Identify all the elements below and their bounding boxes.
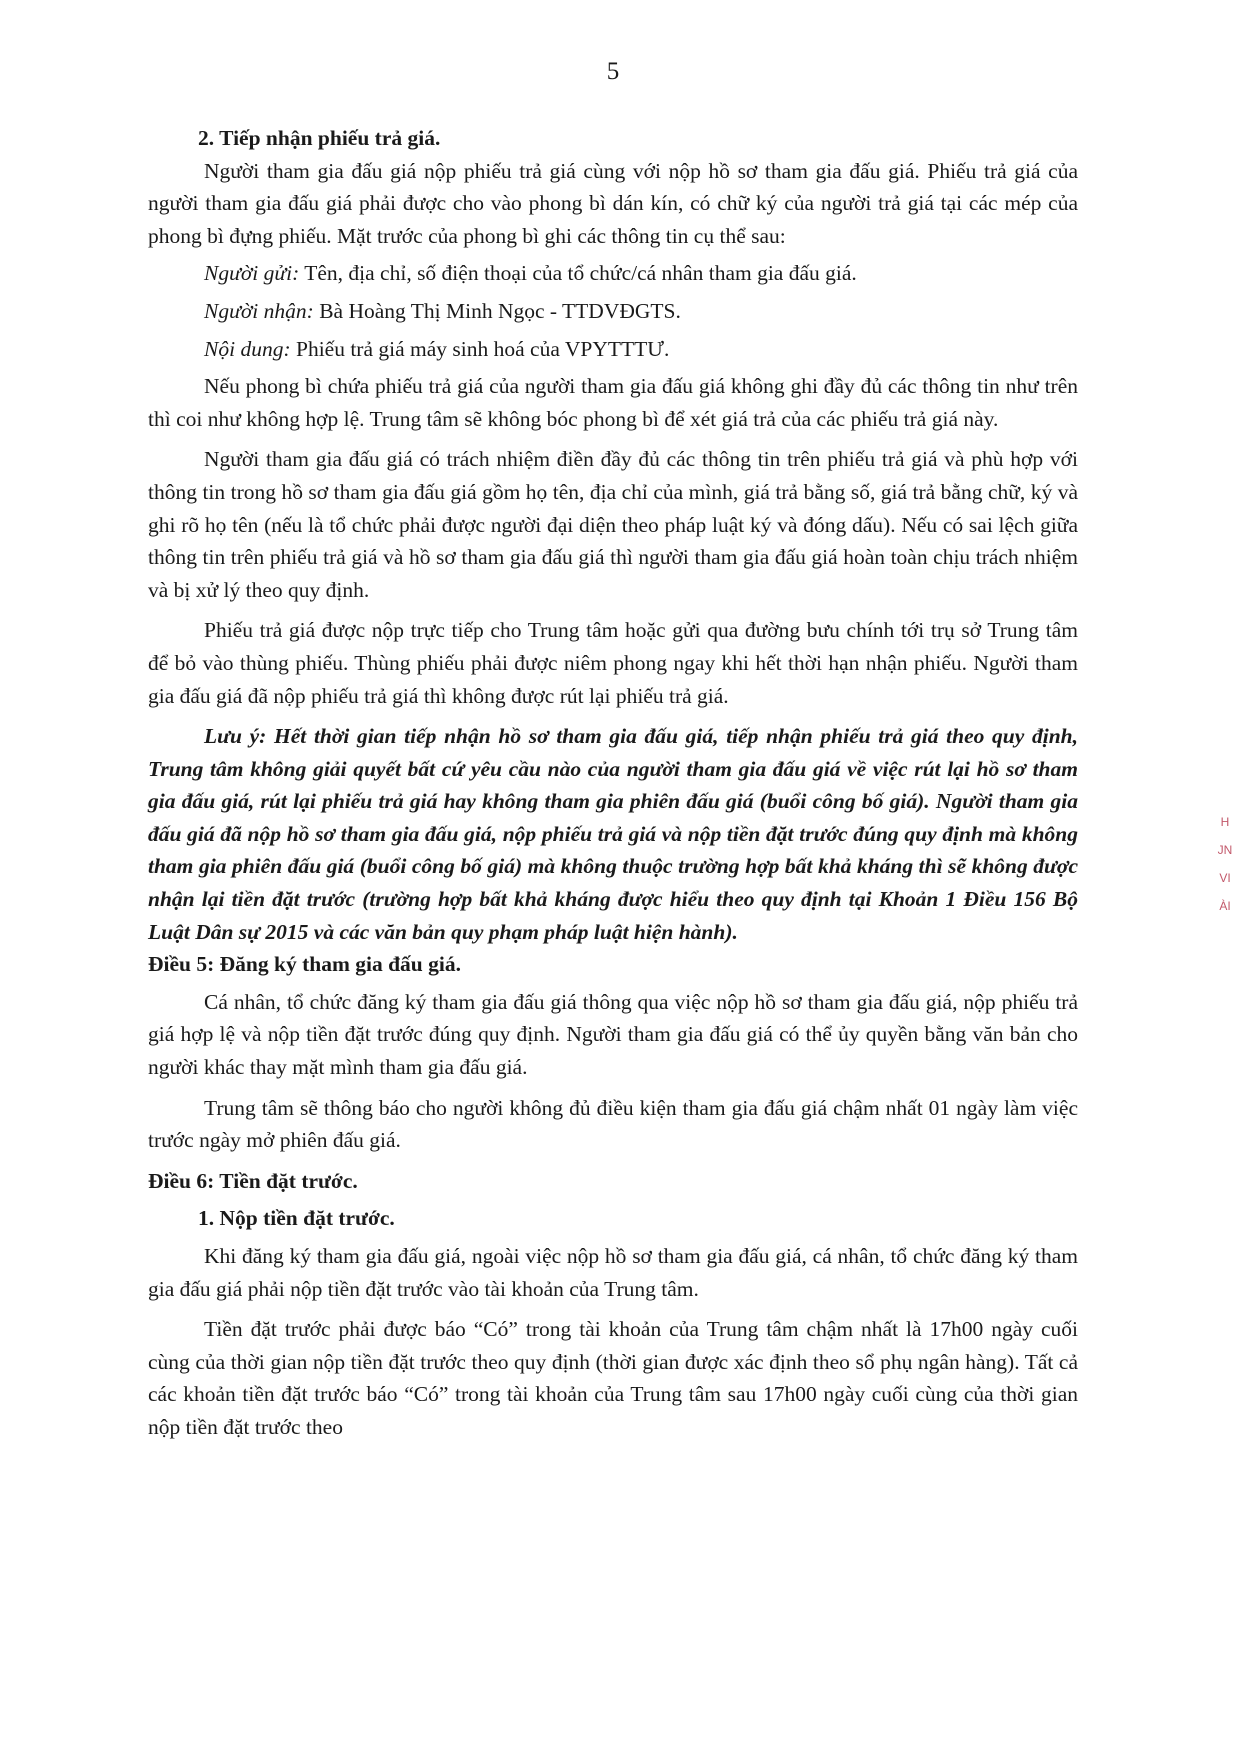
section-2-heading: 2. Tiếp nhận phiếu trả giá.: [198, 126, 441, 150]
margin-mark: JN: [1217, 843, 1233, 857]
content-text: Phiếu trả giá máy sinh hoá của VPYTTTƯ.: [290, 336, 670, 361]
margin-stamp-marks: [1213, 808, 1237, 920]
margin-mark: VI: [1219, 871, 1231, 885]
note-paragraph: [148, 720, 1078, 948]
article-5-heading: Điều 5: Đăng ký tham gia đấu giá.: [148, 952, 461, 977]
article-6-heading: Điều 6: Tiền đặt trước.: [148, 1168, 358, 1193]
margin-mark: ÀI: [1219, 899, 1231, 913]
section-2-intro: Người tham gia đấu giá nộp phiếu trả giá cùng với nộp hồ sơ tham gia đấu giá. Phiếu trả giá của người tham gia đấu giá phải được cho vào phong bì dán kín, có chữ ký của người trả giá tại các mép của phong bì đựng phiếu. Mặt trước của phong bì ghi các thông tin cụ thể sau:: [148, 158, 1078, 248]
sender-label: Người gửi:: [204, 261, 300, 286]
recipient-label: Người nhận:: [204, 298, 314, 323]
note-label: Lưu ý:: [204, 724, 267, 749]
page-number: 5: [606, 58, 620, 85]
recipient-line: [148, 295, 1078, 328]
article-6-paragraph-1: Khi đăng ký tham gia đấu giá, ngoài việc nộp hồ sơ tham gia đấu giá, cá nhân, tổ chức đăng ký tham gia đấu giá phải nộp tiền đặt trước vào tài khoản của Trung tâm.: [148, 1244, 1078, 1301]
submission-paragraph: Phiếu trả giá được nộp trực tiếp cho Trung tâm hoặc gửi qua đường bưu chính tới trụ sở Trung tâm để bỏ vào thùng phiếu. Thùng phiếu phải được niêm phong ngay khi hết thời hạn nhận phiếu. Người tham gia đấu giá đã nộp phiếu trả giá thì không được rút lại phiếu trả giá.: [148, 618, 1078, 708]
sender-text: Tên, địa chỉ, số điện thoại của tổ chức/cá nhân tham gia đấu giá.: [299, 261, 857, 286]
article-6-subheading: 1. Nộp tiền đặt trước.: [198, 1206, 395, 1231]
article-5-paragraph-1: Cá nhân, tổ chức đăng ký tham gia đấu giá thông qua việc nộp hồ sơ tham gia đấu giá, nộp phiếu trả giá hợp lệ và nộp tiền đặt trước đúng quy định. Người tham gia đấu giá có thể ủy quyền bằng văn bản cho người khác thay mặt mình tham gia đấu giá.: [148, 989, 1078, 1080]
responsibility-paragraph: Người tham gia đấu giá có trách nhiệm điền đầy đủ các thông tin trên phiếu trả giá và phù hợp với thông tin trong hồ sơ tham gia đấu giá gồm họ tên, địa chỉ của mình, giá trả bằng số, giá trả bằng chữ, ký và ghi rõ họ tên (nếu là tổ chức phải được người đại diện theo pháp luật ký và đóng dấu). Nếu có sai lệch giữa thông tin trên phiếu trả giá và hồ sơ tham gia đấu giá thì người tham gia đấu giá hoàn toàn chịu trách nhiệm và bị xử lý theo quy định.: [148, 447, 1078, 602]
margin-mark: H: [1220, 815, 1230, 829]
invalid-envelope-paragraph: Nếu phong bì chứa phiếu trả giá của người tham gia đấu giá không ghi đầy đủ các thông tin như trên thì coi như không hợp lệ. Trung tâm sẽ không bóc phong bì để xét giá trả của các phiếu trả giá này.: [148, 374, 1078, 431]
content-line: [148, 333, 1078, 366]
article-6-paragraph-2: Tiền đặt trước phải được báo “Có” trong tài khoản của Trung tâm chậm nhất là 17h00 ngày cuối cùng của thời gian nộp tiền đặt trước theo quy định (thời gian được xác định theo sổ phụ ngân hàng). Tất cả các khoản tiền đặt trước báo “Có” trong tài khoản của Trung tâm sau 17h00 ngày cuối cùng của thời gian nộp tiền đặt trước theo: [148, 1317, 1078, 1439]
content-label: Nội dung:: [204, 336, 291, 361]
sender-line: [148, 257, 1078, 290]
document-page: [148, 0, 1078, 1755]
note-text: Hết thời gian tiếp nhận hồ sơ tham gia đấu giá, tiếp nhận phiếu trả giá theo quy định, Trung tâm không giải quyết bất cứ yêu cầu nào của người tham gia đấu giá về việc rút lại hồ sơ tham gia đấu giá, rút lại phiếu trả giá hay không tham gia phiên đấu giá (buổi công bố giá). Người tham gia đấu giá đã nộp hồ sơ tham gia đấu giá, nộp phiếu trả giá và nộp tiền đặt trước đúng quy định mà không tham gia phiên đấu giá (buổi công bố giá) mà không thuộc trường hợp bất khả kháng thì sẽ không được nhận lại tiền đặt trước (trường hợp bất khả kháng được hiểu theo quy định tại Khoản 1 Điều 156 Bộ Luật Dân sự 2015 và các văn bản quy phạm pháp luật hiện hành).: [148, 724, 1078, 944]
article-5-paragraph-2: Trung tâm sẽ thông báo cho người không đủ điều kiện tham gia đấu giá chậm nhất 01 ngày làm việc trước ngày mở phiên đấu giá.: [148, 1095, 1078, 1153]
document-body: [148, 122, 1078, 1444]
recipient-text: Bà Hoàng Thị Minh Ngọc - TTDVĐGTS.: [313, 298, 681, 323]
